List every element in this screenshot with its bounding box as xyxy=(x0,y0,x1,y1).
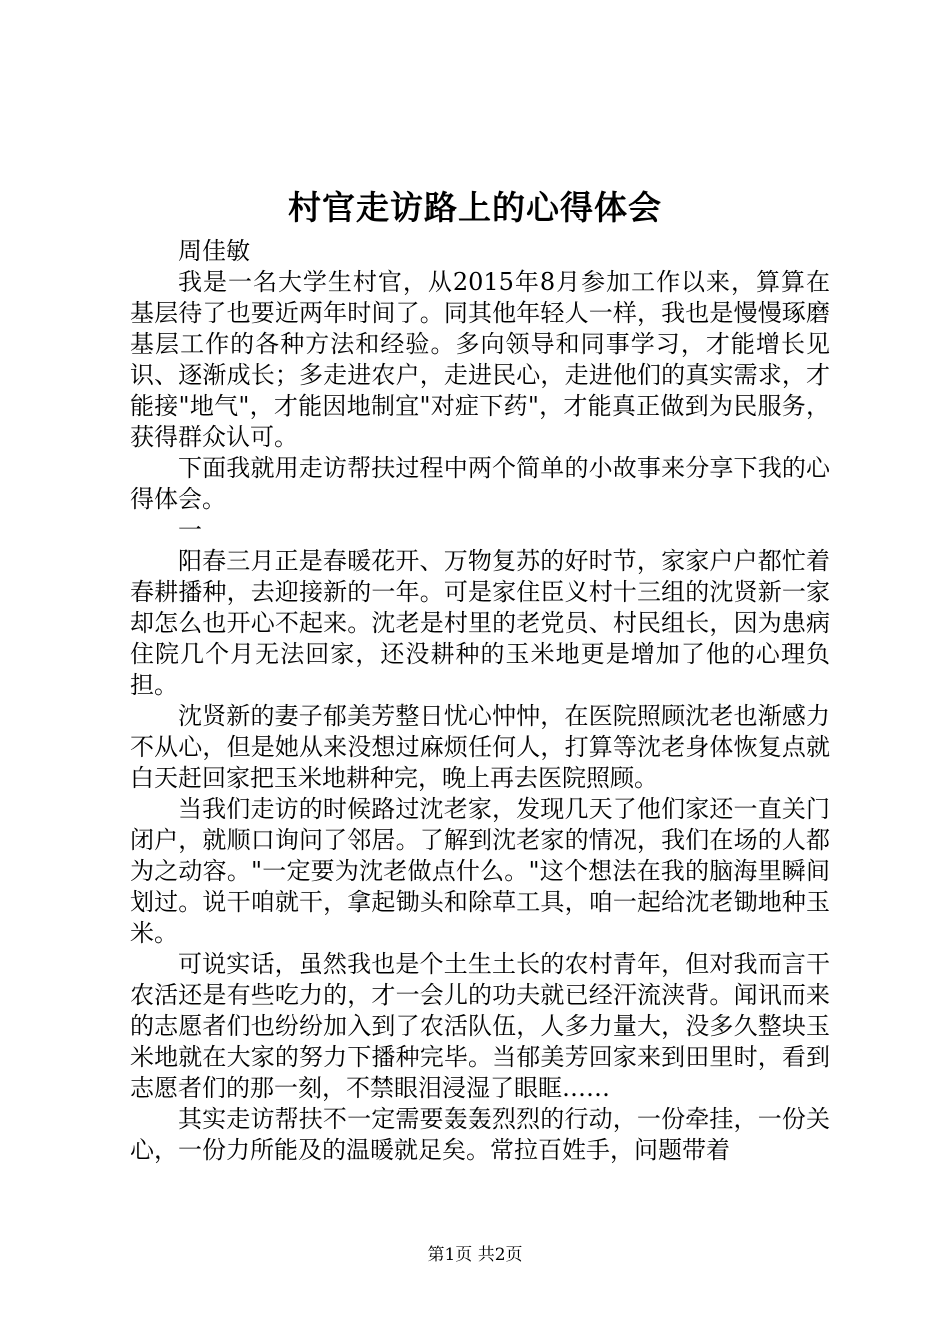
paragraph-3: 阳春三月正是春暖花开、万物复苏的好时节，家家户户都忙着春耕播种，去迎接新的一年。可是家住臣义村十三组的沈贤新一家却怎么也开心不起来。沈老是村里的老党员、村民组长，因为患病住院几个月无法回家，还没耕种的玉米地更是增加了他的心理负担。 xyxy=(130,547,830,699)
document-title: 村官走访路上的心得体会 xyxy=(288,188,662,227)
section-heading-one: 一 xyxy=(178,516,202,544)
paragraph-6: 可说实话，虽然我也是个土生土长的农村青年，但对我而言干农活还是有些吃力的，才一会儿的功夫就已经汗流浃背。闻讯而来的志愿者们也纷纷加入到了农活队伍，人多力量大，没多久整块玉米地就在大家的努力下播种完毕。当郁美芳回家来到田里时，看到志愿者们的那一刻，不禁眼泪浸湿了眼眶…… xyxy=(130,950,830,1102)
paragraph-4: 沈贤新的妻子郁美芳整日忧心忡忡，在医院照顾沈老也渐感力不从心，但是她从来没想过麻烦任何人，打算等沈老身体恢复点就白天赶回家把玉米地耕种完，晚上再去医院照顾。 xyxy=(130,702,830,792)
paragraph-7: 其实走访帮扶不一定需要轰轰烈烈的行动，一份牵挂，一份关心，一份力所能及的温暖就足矣。常拉百姓手，问题带着 xyxy=(130,1105,830,1164)
paragraph-2: 下面我就用走访帮扶过程中两个简单的小故事来分享下我的心得体会。 xyxy=(130,454,830,513)
document-body xyxy=(130,236,830,1166)
author-line: 周佳敏 xyxy=(178,237,250,265)
page-number-footer: 第1页 共2页 xyxy=(427,1245,523,1265)
paragraph-1: 我是一名大学生村官，从2015年8月参加工作以来，算算在基层待了也要近两年时间了。同其他年轻人一样，我也是慢慢琢磨基层工作的各种方法和经验。多向领导和同事学习，才能增长见识、逐渐成长；多走进农户，走进民心，走进他们的真实需求，才能接"地气"，才能因地制宜"对症下药"，才能真正做到为民服务，获得群众认可。 xyxy=(130,268,830,451)
paragraph-5: 当我们走访的时候路过沈老家，发现几天了他们家还一直关门闭户，就顺口询问了邻居。了解到沈老家的情况，我们在场的人都为之动容。"一定要为沈老做点什么。"这个想法在我的脑海里瞬间划过。说干咱就干，拿起锄头和除草工具，咱一起给沈老锄地种玉米。 xyxy=(130,795,830,947)
